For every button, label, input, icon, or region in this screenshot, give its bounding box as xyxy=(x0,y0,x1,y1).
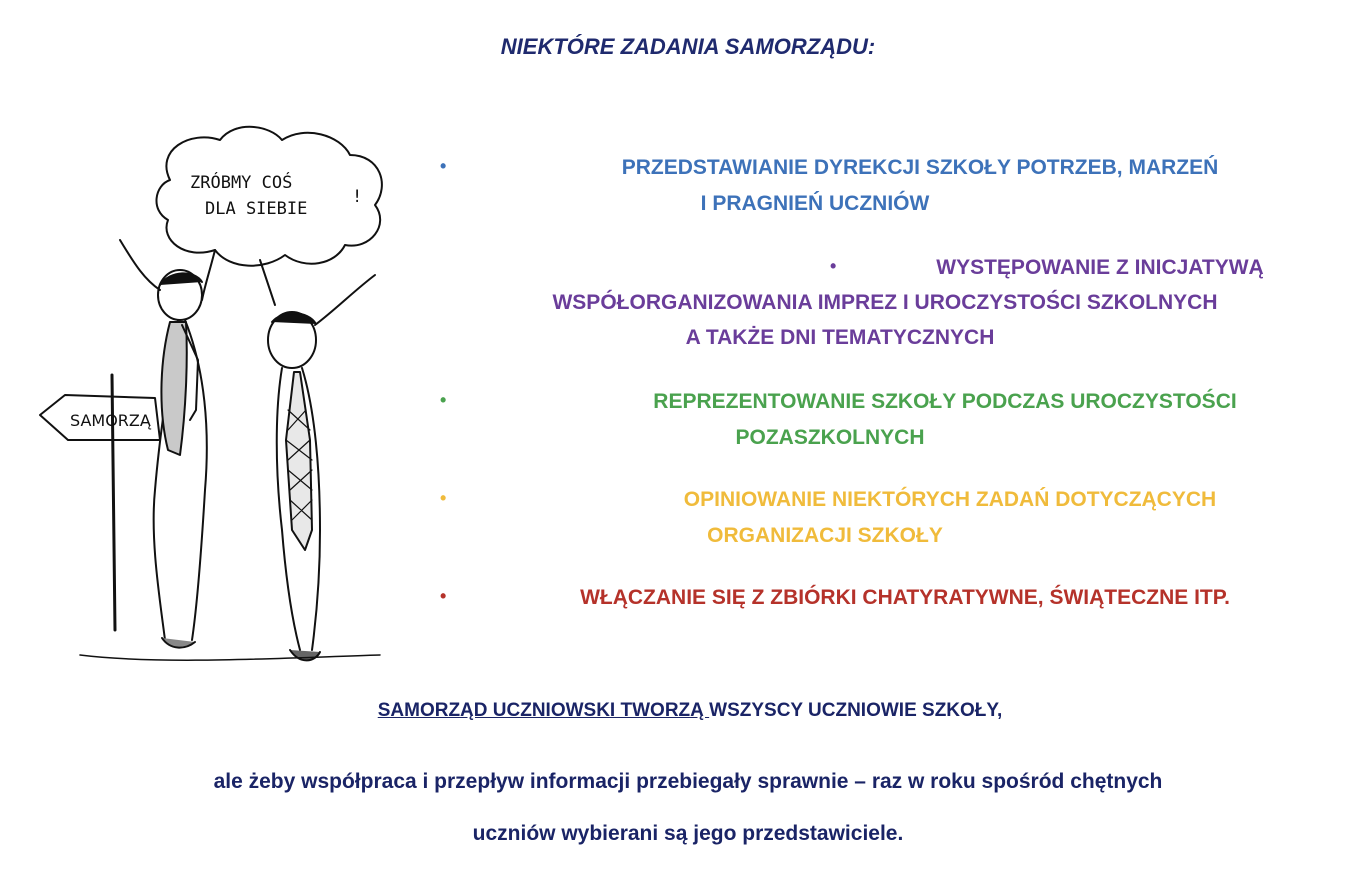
task-4-bullet: • xyxy=(440,488,447,508)
task-5 xyxy=(500,580,1320,616)
speech-text-line1: ZRÓBMY COŚ xyxy=(190,173,293,193)
task-3 xyxy=(470,384,1320,456)
summary-underlined: SAMORZĄD UCZNIOWSKI TWORZĄ xyxy=(377,700,710,721)
task-1-line-2: I PRAGNIEŃ UCZNIÓW xyxy=(700,192,930,215)
left-figure-scarf xyxy=(161,322,186,455)
paragraph-line-2: uczniów wybierani są jego przedstawiciele. xyxy=(472,822,904,845)
task-2-bullet: • xyxy=(830,256,837,276)
task-5-line-1: WŁĄCZANIE SIĘ Z ZBIÓRKI CHATYRATYWNE, ŚWIĄTECZNE ITP. xyxy=(580,586,1230,609)
task-3-line-1: REPREZENTOWANIE SZKOŁY PODCZAS UROCZYSTOŚCI xyxy=(653,390,1237,413)
task-2-line-2: WSPÓŁORGANIZOWANIA IMPREZ I UROCZYSTOŚCI SZKOLNYCH xyxy=(552,291,1218,314)
paragraph-line-1: ale żeby współpraca i przepływ informacji przebiegały sprawnie – raz w roku spośród chętnych xyxy=(213,770,1163,793)
task-1 xyxy=(520,150,1320,222)
task-2 xyxy=(460,250,1320,355)
task-3-bullet: • xyxy=(440,390,447,410)
task-4-line-2: ORGANIZACJI SZKOŁY xyxy=(707,524,943,547)
summary-line xyxy=(0,700,1352,722)
task-2-line-3: A TAKŻE DNI TEMATYCZNYCH xyxy=(685,326,995,349)
task-1-bullet: • xyxy=(440,156,447,176)
speech-text-line2: DLA SIEBIE xyxy=(205,199,308,219)
task-4-line-1: OPINIOWANIE NIEKTÓRYCH ZADAŃ DOTYCZĄCYCH xyxy=(683,488,1217,511)
task-1-line-1: PRZEDSTAWIANIE DYREKCJI SZKOŁY POTRZEB, MARZEŃ xyxy=(621,156,1219,179)
task-3-line-2: POZASZKOLNYCH xyxy=(735,426,925,449)
task-2-line-1: WYSTĘPOWANIE Z INICJATYWĄ xyxy=(936,256,1264,279)
summary-rest: WSZYSCY UCZNIOWIE SZKOŁY, xyxy=(709,700,1003,721)
task-5-bullet: • xyxy=(440,586,447,606)
signpost-text: SAMORZĄ xyxy=(70,411,151,430)
page-title: NIEKTÓRE ZADANIA SAMORZĄDU: xyxy=(500,34,876,59)
speech-exclamation: ! xyxy=(352,187,363,207)
task-4 xyxy=(480,482,1320,554)
right-figure-tie xyxy=(286,372,312,550)
